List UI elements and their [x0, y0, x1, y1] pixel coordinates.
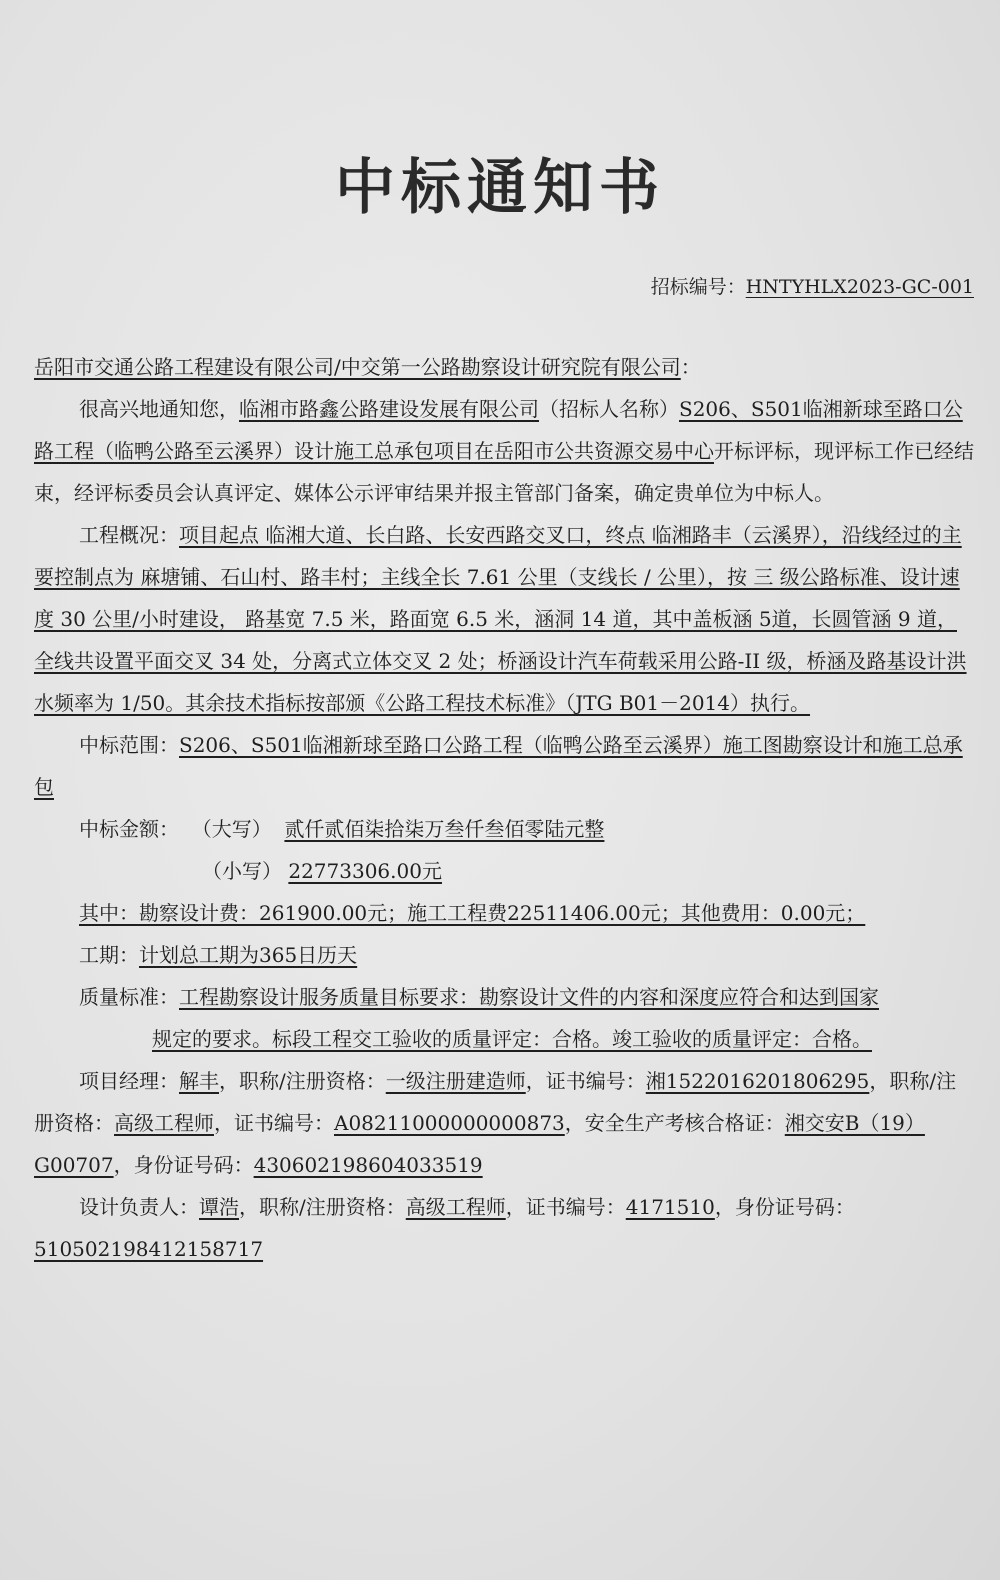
quality-label: 质量标准： — [79, 985, 179, 1009]
addressee-line — [34, 346, 976, 388]
design-name: 谭浩 — [199, 1195, 239, 1219]
document-title: 中标通知书 — [335, 153, 665, 223]
pm-certificate-2: A08211000000000873 — [334, 1111, 565, 1135]
design-text-3: ，身份证号码： — [714, 1195, 855, 1219]
p1-tenderer-note: （招标人名称） — [539, 397, 679, 421]
pm-text-3: ，职称/注册资格： — [34, 1069, 957, 1135]
duration-line — [34, 934, 976, 976]
amount-lower-label: （小写） — [202, 859, 282, 883]
overview-paragraph — [34, 514, 976, 724]
pm-certificate: 湘1522016201806295 — [645, 1069, 870, 1093]
pm-qualification: 一级注册建造师 — [385, 1069, 526, 1093]
breakdown-line — [34, 892, 976, 934]
cost-breakdown: 其中：勘察设计费：261900.00元；施工工程费22511406.00元；其他费用：0.00元； — [79, 901, 866, 925]
pm-id-number: 430602198604033519 — [253, 1153, 483, 1177]
overview-label: 工程概况： — [79, 523, 179, 547]
amount-lower: 22773306.00元 — [288, 859, 442, 883]
design-text-1: ，职称/注册资格： — [239, 1195, 406, 1219]
pm-safety-cert: 湘交安B（19）G00707 — [34, 1111, 925, 1177]
amount-upper: 贰仟贰佰柒拾柒万叁仟叁佰零陆元整 — [284, 817, 605, 841]
quality-line — [34, 976, 976, 1018]
p1-intro: 很高兴地通知您， — [79, 397, 239, 421]
bid-number-line — [651, 272, 974, 299]
pm-text-2: ，证书编号： — [525, 1069, 646, 1093]
scope-text: S206、S501临湘新球至路口公路工程（临鸭公路至云溪界）施工图勘察设计和施工总承包 — [34, 733, 963, 799]
duration-label: 工期： — [79, 943, 139, 967]
bid-number-label: 招标编号： — [650, 276, 746, 298]
tenderer-name: 临湘市路鑫公路建设发展有限公司 — [239, 397, 539, 421]
overview-text: 项目起点 临湘大道、长白路、长安西路交叉口，终点 临湘路丰（云溪界），沿线经过的主要控制点为 麻塘铺、石山村、路丰村；主线全长 7.61 公里（支线长 / 公里），按 三 级公路标准、设计速度 30 公里/小时建设， 路基宽 7.5 米，路面宽 6.5 米，涵洞 14 道，其中盖板涵 5道，长圆管涵 9 道，全线共设置平面交叉 34 处，分离式立体交叉 2 处；桥涵设计汽车荷载采用公路-II 级，桥涵及路基设计洪水频率为 1/50。其余技术指标按部颁《公路工程技术标准》（JTG B01－2014）执行。 — [34, 523, 967, 715]
design-qualification: 高级工程师 — [405, 1195, 506, 1219]
p1-conclusion: 开标评标，现评标工作已经结束，经评标委员会认真评定、媒体公示评审结果并报主管部门备案，确定贵单位为中标人。 — [34, 439, 974, 505]
scope-paragraph — [34, 724, 976, 808]
addressee-suffix: ： — [680, 355, 701, 379]
quality-continuation — [34, 1018, 976, 1060]
project-manager-paragraph — [34, 1060, 976, 1186]
pm-name: 解丰 — [179, 1069, 219, 1093]
pm-text-6: ，身份证号码： — [113, 1153, 254, 1177]
pm-text-4: ，证书编号： — [214, 1111, 334, 1135]
quality-text-cont: 规定的要求。标段工程交工验收的质量评定：合格。竣工验收的质量评定：合格。 — [152, 1027, 872, 1051]
amount-upper-line — [34, 808, 976, 850]
pm-label: 项目经理： — [79, 1069, 179, 1093]
pm-text-5: ，安全生产考核合格证： — [564, 1111, 785, 1135]
pm-title: 高级工程师 — [114, 1111, 214, 1135]
addressee: 岳阳市交通公路工程建设有限公司/中交第一公路勘察设计研究院有限公司 — [34, 355, 681, 379]
amount-label: 中标金额： — [79, 817, 179, 841]
notification-paragraph — [34, 388, 976, 514]
venue-name: 岳阳市公共资源交易中心 — [494, 439, 714, 463]
project-name: S206、S501临湘新球至路口公路工程（临鸭公路至云溪界）设计施工总承包项目在 — [34, 397, 963, 463]
design-lead-paragraph — [34, 1186, 976, 1270]
design-label: 设计负责人： — [79, 1195, 199, 1219]
design-id-number: 510502198412158717 — [34, 1237, 264, 1261]
bid-number: HNTYHLX2023-GC-001 — [745, 276, 974, 298]
duration: 计划总工期为365日历天 — [139, 943, 358, 967]
amount-lower-line — [34, 850, 976, 892]
document-body — [34, 346, 976, 1270]
scope-label: 中标范围： — [79, 733, 179, 757]
design-text-2: ，证书编号： — [505, 1195, 626, 1219]
pm-text-1: ，职称/注册资格： — [219, 1069, 386, 1093]
amount-upper-label: （大写） — [191, 817, 272, 841]
quality-text: 工程勘察设计服务质量目标要求：勘察设计文件的内容和深度应符合和达到国家 — [179, 985, 879, 1009]
design-certificate: 4171510 — [625, 1195, 715, 1219]
